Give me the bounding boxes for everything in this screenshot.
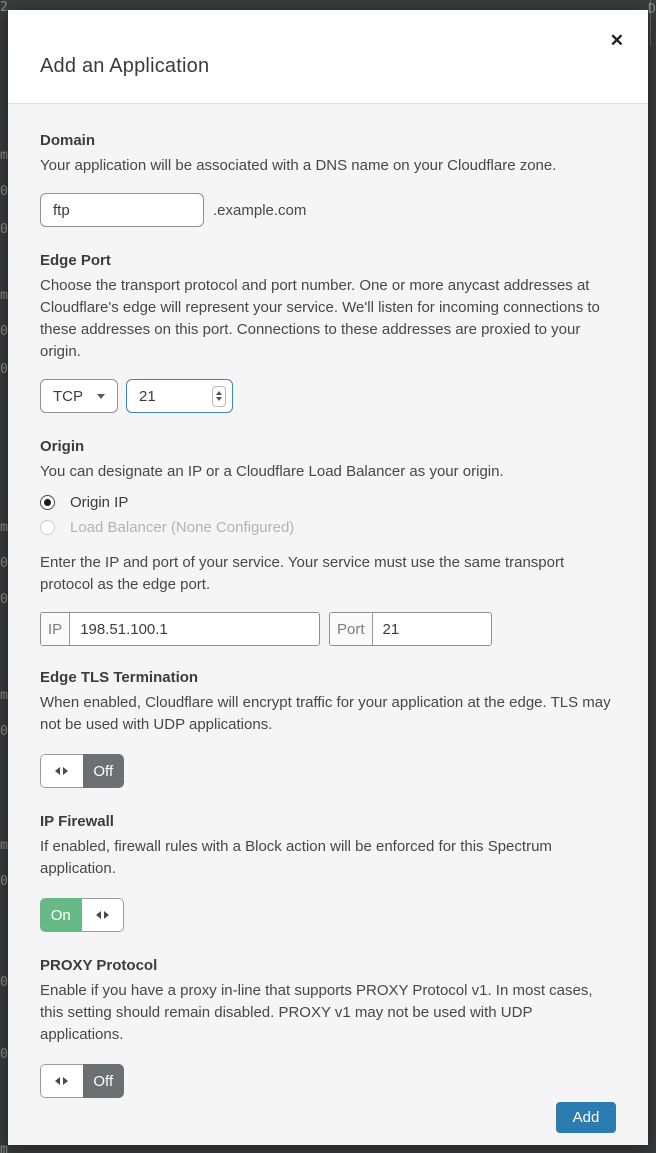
proxy-protocol-description: Enable if you have a proxy in-line that supports PROXY Protocol v1. In most cases, this setting should remain disabled. PROXY v1 may not be used with UDP applications. [40, 982, 593, 1043]
origin-ip-description: Enter the IP and port of your service. Your service must use the same transport protocol as the edge port. [40, 554, 565, 593]
ip-firewall-toggle[interactable] [40, 898, 124, 932]
proxy-protocol-label: PROXY Protocol [40, 957, 158, 974]
port-prefix-label: Port [330, 613, 373, 645]
edge-port-input[interactable] [126, 379, 233, 413]
background-text-fragment: m [0, 838, 8, 853]
background-text-fragment: 0 [0, 222, 8, 237]
section-ip-firewall [40, 813, 616, 932]
modal-body [8, 104, 648, 1145]
number-stepper-icon[interactable] [212, 386, 226, 407]
protocol-select[interactable] [40, 379, 118, 413]
background-text-fragment: m [0, 688, 8, 703]
radio-disabled-icon [40, 520, 55, 535]
proxy-protocol-toggle-state: Off [83, 1064, 125, 1098]
proxy-protocol-toggle[interactable] [40, 1064, 124, 1098]
section-proxy-protocol [40, 957, 616, 1098]
radio-selected-icon[interactable] [40, 495, 55, 510]
section-origin [40, 438, 616, 646]
chevron-down-icon [97, 394, 105, 399]
add-button[interactable]: Add [556, 1102, 616, 1133]
edge-port-label: Edge Port [40, 252, 111, 269]
origin-description: You can designate an IP or a Cloudflare Load Balancer as your origin. [40, 463, 504, 480]
background-text-fragment: m [0, 148, 8, 163]
radio-load-balancer [40, 515, 616, 540]
protocol-select-value: TCP [53, 387, 83, 405]
background-text-fragment: 0 [0, 975, 8, 990]
background-text-fragment: 0 [0, 556, 8, 571]
background-text-fragment: 0 [0, 1047, 8, 1062]
edge-tls-description: When enabled, Cloudflare will encrypt traffic for your application at the edge. TLS may not be used with UDP applications. [40, 694, 611, 733]
section-edge-tls [40, 669, 616, 788]
background-text-fragment: 2 [0, 0, 8, 15]
page-title: Add an Application [40, 55, 210, 77]
edge-port-value: 21 [139, 387, 156, 405]
domain-input[interactable] [40, 193, 204, 227]
edge-tls-label: Edge TLS Termination [40, 669, 199, 686]
radio-origin-ip-label: Origin IP [70, 494, 129, 511]
background-text-fragment: m [0, 520, 8, 535]
origin-ip-input[interactable] [70, 613, 319, 645]
ip-firewall-toggle-state: On [40, 898, 82, 932]
toggle-arrows-icon [55, 1077, 68, 1085]
origin-ip-field-group [40, 612, 320, 646]
background-text-fragment: 0 [0, 874, 8, 889]
background-right-strip [648, 0, 656, 1153]
radio-load-balancer-label: Load Balancer (None Configured) [70, 519, 295, 536]
origin-port-field-group [329, 612, 492, 646]
domain-label: Domain [40, 132, 96, 149]
background-text-fragment: m [0, 288, 8, 303]
background-left-strip [0, 0, 8, 1153]
origin-label: Origin [40, 438, 85, 455]
background-text-fragment: 0 [0, 362, 8, 377]
edge-tls-toggle-state: Off [83, 754, 125, 788]
domain-suffix: .example.com [213, 201, 307, 219]
edge-tls-toggle[interactable] [40, 754, 124, 788]
background-text-fragment: m [0, 1142, 8, 1153]
modal-header [8, 10, 648, 104]
radio-origin-ip[interactable] [40, 490, 616, 515]
origin-port-input[interactable] [373, 613, 491, 645]
add-application-modal [8, 10, 648, 1145]
domain-description: Your application will be associated with a DNS name on your Cloudflare zone. [40, 157, 557, 174]
ip-firewall-label: IP Firewall [40, 813, 114, 830]
background-text-fragment: 0 [0, 592, 8, 607]
section-edge-port [40, 252, 616, 413]
toggle-arrows-icon [55, 767, 68, 775]
ip-prefix-label: IP [41, 613, 70, 645]
ip-firewall-description: If enabled, firewall rules with a Block action will be enforced for this Spectrum application. [40, 838, 552, 877]
close-icon[interactable]: ✕ [606, 28, 628, 53]
background-text-fragment: 0 [0, 184, 8, 199]
edge-port-description: Choose the transport protocol and port number. One or more anycast addresses at Cloudflare's edge will represent your service. We'll listen for incoming connections to these addresses on this port. Connections to these addresses are proxied to your origin. [40, 277, 600, 360]
modal-footer [40, 1102, 616, 1133]
section-domain [40, 132, 616, 227]
background-text-fragment: 0 [0, 724, 8, 739]
toggle-arrows-icon [96, 911, 109, 919]
background-text-fragment: 0 [0, 324, 8, 339]
background-text-fragment: D [648, 2, 656, 17]
